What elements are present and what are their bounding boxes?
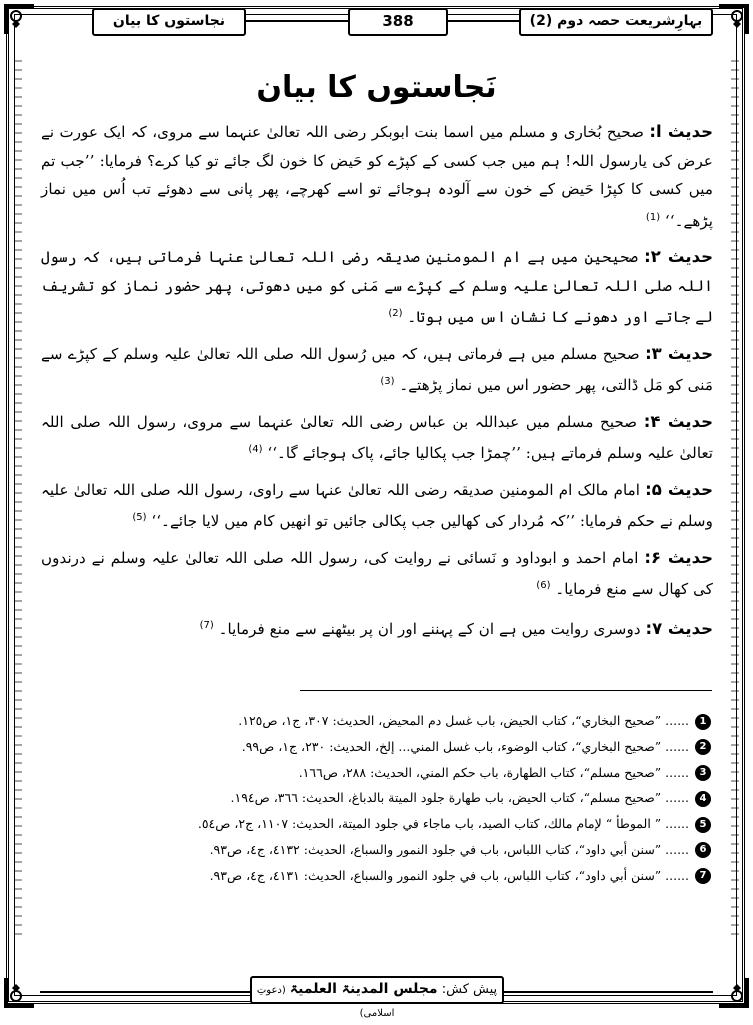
hadith-text: صحیح مسلم میں عبداللہ بن عباس رضی اللہ تعالیٰ عنہما سے مروی، رسول اللہ صلی اللہ تعالیٰ علیہ وسلم فرماتے ہیں: ’’چمڑا جب پکالیا جائے، پاک ہوجائے گا۔‘‘ xyxy=(41,412,713,463)
footnote-ref[interactable]: (1) xyxy=(645,211,661,223)
footnote-item xyxy=(51,785,711,811)
hadith-label: حدیث ۷: xyxy=(645,618,713,638)
hadith-paragraph xyxy=(41,118,713,235)
footnote-number-badge: 2 xyxy=(695,739,711,755)
footnote-ref[interactable]: (2) xyxy=(388,308,403,320)
footnote-item xyxy=(51,863,711,889)
footnote-number-badge: 1 xyxy=(695,714,711,730)
hadith-paragraph xyxy=(41,476,713,536)
hadith-label: حدیث ۲: xyxy=(644,247,713,267)
footnote-number-badge: 7 xyxy=(695,868,711,884)
chapter-title: نَجاستوں کا بیان xyxy=(256,70,497,105)
corner-ornament-icon xyxy=(2,2,36,36)
corner-ornament-icon xyxy=(2,976,36,1010)
hadith-paragraph xyxy=(41,243,713,332)
header-divider xyxy=(242,20,348,22)
footnote-ref[interactable]: (4) xyxy=(248,444,263,456)
hadith-label: حدیث ۳: xyxy=(645,343,713,363)
footnote-item xyxy=(51,708,711,734)
page-header xyxy=(40,8,713,34)
footnote-text: ...... ” الموطأ “ لإمام مالك، كتاب الصيد، باب ماجاء في جلود الميتة، الحديث: ١١٠٧، ج٢، ص٥٤. xyxy=(197,816,689,832)
hadith-text: دوسری روایت میں ہے ان کے پہننے اور ان پر بیٹھنے سے منع فرمایا۔ xyxy=(218,619,641,638)
footer-divider xyxy=(504,991,713,993)
hadith-label: حدیث ۴: xyxy=(643,411,713,431)
footnote-ref[interactable]: (6) xyxy=(536,580,551,592)
border-ornament-right xyxy=(731,60,739,940)
footnote-text: ...... ”صحيح مسلم“، كتاب الطهارة، باب حكم المني، الحديث: ٢٨٨، ص١٦٦. xyxy=(298,764,689,780)
footnote-item xyxy=(51,760,711,786)
footnote-ref[interactable]: (3) xyxy=(380,376,395,388)
footnote-text: ...... ”صحيح البخاري“، كتاب الحيض، باب غسل دم المحيض، الحديث: ٣٠٧، ج١، ص١٢٥. xyxy=(238,713,689,728)
footnote-ref[interactable]: (5) xyxy=(132,512,147,524)
header-divider xyxy=(444,20,523,22)
hadith-paragraph xyxy=(41,408,713,468)
footnote-item xyxy=(51,811,711,837)
hadith-text: صحیحین میں ہے ام المومنین صدیقہ رضی اللہ تعالیٰ عنہا فرماتی ہیں، کہ رسول اللہ صلی اللہ تعالیٰ علیہ وسلم کے کپڑے سے مَنی کو میں دھوتی، پھر حضور نماز کو تشریف لے جاتے اور دھونے کا نشان اس میں ہوتا۔ xyxy=(41,248,713,327)
hadith-list xyxy=(41,118,713,651)
footnote-item xyxy=(51,837,711,863)
hadith-label: حدیث ا: xyxy=(649,122,713,141)
hadith-label: حدیث ۶: xyxy=(644,547,713,567)
footer-prefix: پیش کش: xyxy=(441,982,498,997)
publisher-note: (دعوتِ اسلامی) xyxy=(256,985,395,1019)
footnote-number-badge: 6 xyxy=(695,842,711,858)
footnote-item xyxy=(51,734,711,760)
page-number: 388 xyxy=(348,8,448,36)
publisher-footer xyxy=(250,976,504,1019)
footer-divider xyxy=(40,991,250,993)
footnote-ref[interactable]: (7) xyxy=(199,619,214,631)
border-ornament-left xyxy=(14,60,22,940)
hadith-paragraph xyxy=(41,340,713,400)
hadith-text: امام مالک ام المومنین صدیقہ رضی اللہ تعالیٰ عنہا سے راوی، رسول اللہ صلی اللہ تعالیٰ علیہ وسلم نے حکم فرمایا: ’’کہ مُردار کی کھالیں جب پکالی جائیں تو انھیں کام میں لایا جائے۔‘‘ xyxy=(41,480,713,531)
corner-ornament-icon xyxy=(717,2,751,36)
corner-ornament-icon xyxy=(717,976,751,1010)
footnote-number-badge: 3 xyxy=(695,765,711,781)
footnote-text: ...... ”سنن أبي داود“، كتاب اللباس، باب في جلود النمور والسباع، الحديث: ٤١٣١، ج٤، ص٩٣. xyxy=(209,867,689,883)
hadith-text: امام احمد و ابوداود و نَسائی نے روایت کی، رسول اللہ صلی اللہ تعالیٰ علیہ وسلم نے درندوں کی کھال سے منع فرمایا۔ xyxy=(41,548,713,599)
header-book-part: بہارِشریعت حصہ دوم (2) xyxy=(519,8,713,36)
footnote-text: ...... ”صحيح البخاري“، كتاب الوضوء، باب غسل المني... إلخ، الحديث: ٢٣٠، ج١، ص٩٩. xyxy=(241,738,689,754)
hadith-paragraph xyxy=(41,544,713,604)
hadith-text: صحیح بُخاری و مسلم میں اسما بنت ابوبکر رضی اللہ تعالیٰ عنہما سے مروی، کہ ایک عورت نے عرض کی یارسول اللہ! ہم میں جب کسی کے کپڑے کو حَیض کا خون لگ جائے تو کیا کرے؟ فرمایا: ’’جب تم میں کسی کا کپڑا حَیض کے خون سے آلودہ ہوجائے تو اسے کھرچے، پھر پانی سے دھوئے تب اُس میں نماز پڑھے۔‘‘ xyxy=(41,123,713,230)
hadith-label: حدیث ۵: xyxy=(645,479,714,499)
footnote-text: ...... ”سنن أبي داود“، كتاب اللباس، باب في جلود النمور والسباع، الحديث: ٤١٣٢، ج٤، ص٩٣. xyxy=(209,841,689,857)
footnotes xyxy=(51,708,711,889)
footnote-number-badge: 4 xyxy=(695,791,711,807)
hadith-paragraph xyxy=(41,612,713,644)
footnote-text: ...... ”صحيح مسلم“، كتاب الحيض، باب طهارة جلود الميتة بالدباغ، الحديث: ٣٦٦، ص١٩٤. xyxy=(230,790,689,806)
header-section-title: نجاستوں کا بیان xyxy=(92,8,246,36)
hadith-text: صحیح مسلم میں ہے فرماتی ہیں، کہ میں رُسول اللہ صلی اللہ تعالیٰ علیہ وسلم کے کپڑے سے مَنی کو مَل ڈالتی، پھر حضور اس میں نماز پڑھتے۔ xyxy=(41,344,713,395)
footnote-separator xyxy=(300,690,712,691)
publisher-name: مجلس المدینۃ العلمیۃ xyxy=(289,981,438,997)
footnote-number-badge: 5 xyxy=(695,817,711,833)
